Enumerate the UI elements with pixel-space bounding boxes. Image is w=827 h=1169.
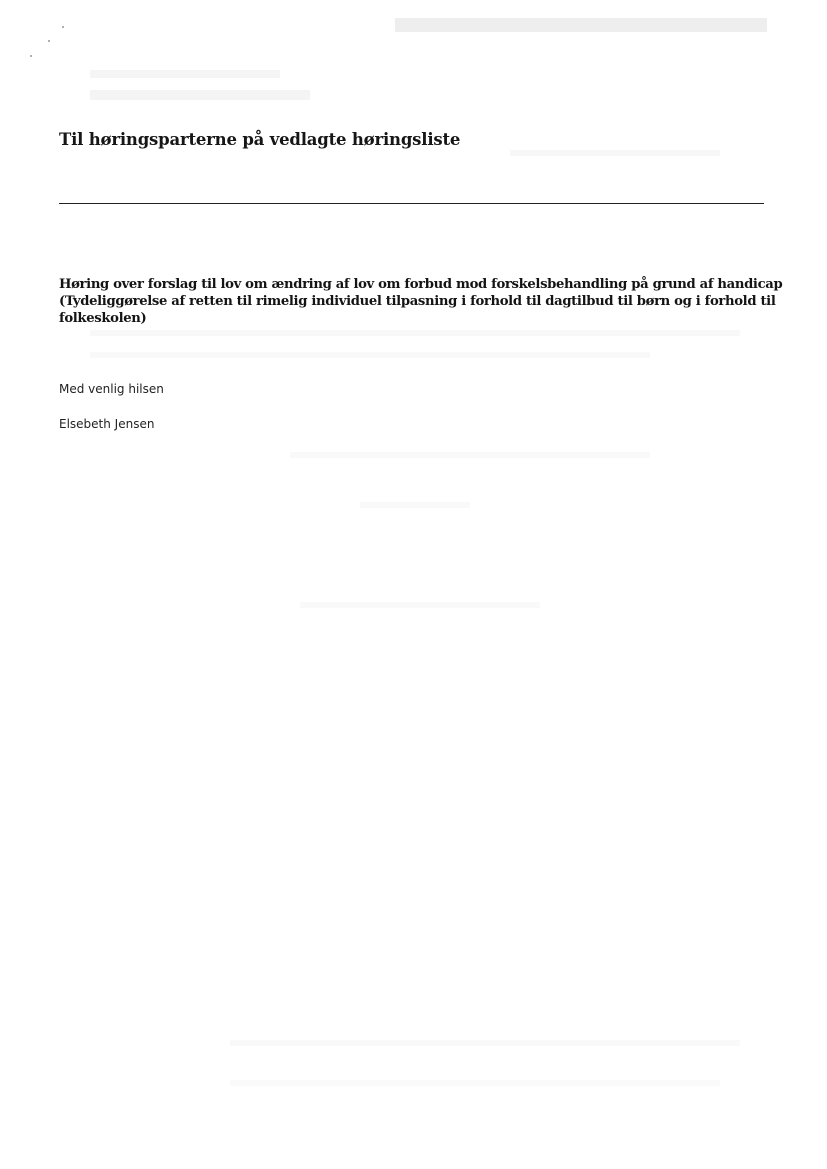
bleed-through-mark [90,352,650,358]
bleed-through-mark [90,330,740,336]
scan-speck [62,26,64,28]
horizontal-rule [59,203,764,204]
recipient-heading: Til høringsparterne på vedlagte høringsliste [59,130,461,149]
bleed-through-mark [230,1040,740,1046]
subject-heading [59,276,783,327]
signatory-name: Elsebeth Jensen [59,417,155,431]
bleed-through-mark [90,70,280,78]
bleed-through-mark [360,502,470,508]
scan-speck [48,40,50,42]
subject-line: (Tydeliggørelse af retten til rimelig individuel tilpasning i forhold til dagtilbud til børn og i forhold til [59,294,776,309]
bleed-through-mark [300,602,540,608]
bleed-through-mark [510,150,720,156]
bleed-through-mark [90,90,310,100]
subject-line: folkeskolen) [59,311,147,326]
bleed-through-mark [290,452,650,458]
subject-line: Høring over forslag til lov om ændring af lov om forbud mod forskelsbehandling på grund af handicap [59,277,783,292]
bleed-through-mark [230,1080,720,1086]
bleed-through-header [395,18,767,32]
scan-speck [30,55,32,57]
closing-salutation: Med venlig hilsen [59,382,164,396]
